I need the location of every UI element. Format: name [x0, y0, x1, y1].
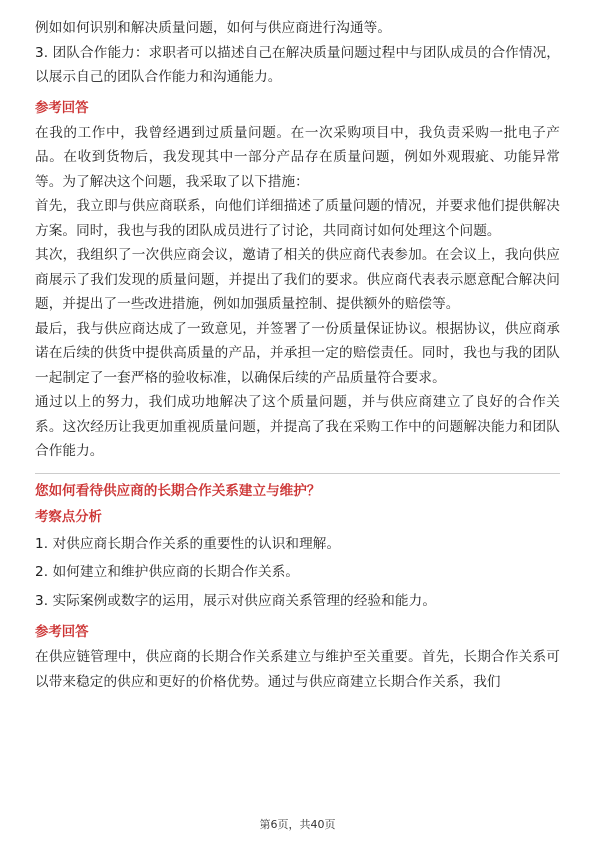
answer-2-paragraph: 在供应链管理中，供应商的长期合作关系建立与维护至关重要。首先，长期合作关系可以带来稳定的供应和更好的价格优势。通过与供应商建立长期合作关系，我们	[35, 649, 560, 690]
question-2-title: 您如何看待供应商的长期合作关系建立与维护？	[35, 482, 321, 499]
section-divider	[35, 473, 560, 474]
analysis-point: 2. 如何建立和维护供应商的长期合作关系。	[35, 564, 300, 580]
analysis-point: 3. 实际案例或数字的运用，展示对供应商关系管理的经验和能力。	[35, 592, 437, 609]
answer-1-paragraph: 在我的工作中，我曾经遇到过质量问题。在一次采购项目中，我负责采购一批电子产品。在收到货物后，我发现其中一部分产品存在质量问题，例如外观瑕疵、功能异常等。为了解决这个问题，我采取了以下措施：	[35, 124, 560, 190]
answer-1-paragraph: 其次，我组织了一次供应商会议，邀请了相关的供应商代表参加。在会议上，我向供应商展示了我们发现的质量问题，并提出了我们的要求。供应商代表表示愿意配合解决问题，并提出了一些改进措施，例如加强质量控制、提供额外的赔偿等。	[35, 247, 560, 312]
document-page	[35, 16, 560, 694]
intro-tail-text: 例如如何识别和解决质量问题，如何与供应商进行沟通等。	[35, 20, 392, 36]
answer-1-paragraph: 首先，我立即与供应商联系，向他们详细描述了质量问题的情况，并要求他们提供解决方案。同时，我也与我的团队成员进行了讨论，共同商讨如何处理这个问题。	[35, 198, 560, 239]
answer-1-paragraph: 通过以上的努力，我们成功地解决了这个质量问题，并与供应商建立了良好的合作关系。这次经历让我更加重视质量问题，并提高了我在采购工作中的问题解决能力和团队合作能力。	[35, 394, 560, 459]
answer-1-heading: 参考回答	[35, 100, 89, 116]
analysis-point: 1. 对供应商长期合作关系的重要性的认识和理解。	[35, 535, 341, 552]
answer-1-paragraph: 最后，我与供应商达成了一致意见，并签署了一份质量保证协议。根据协议，供应商承诺在后续的供货中提供高质量的产品，并承担一定的赔偿责任。同时，我也与我的团队一起制定了一套严格的验收标准，以确保后续的产品质量符合要求。	[35, 320, 560, 386]
point-3-text: 3. 团队合作能力：求职者可以描述自己在解决质量问题过程中与团队成员的合作情况，以展示自己的团队合作能力和沟通能力。	[35, 44, 560, 85]
analysis-heading: 考察点分析	[35, 509, 102, 525]
page-number: 第6页，共40页	[259, 818, 336, 831]
answer-2-heading: 参考回答	[35, 625, 89, 640]
